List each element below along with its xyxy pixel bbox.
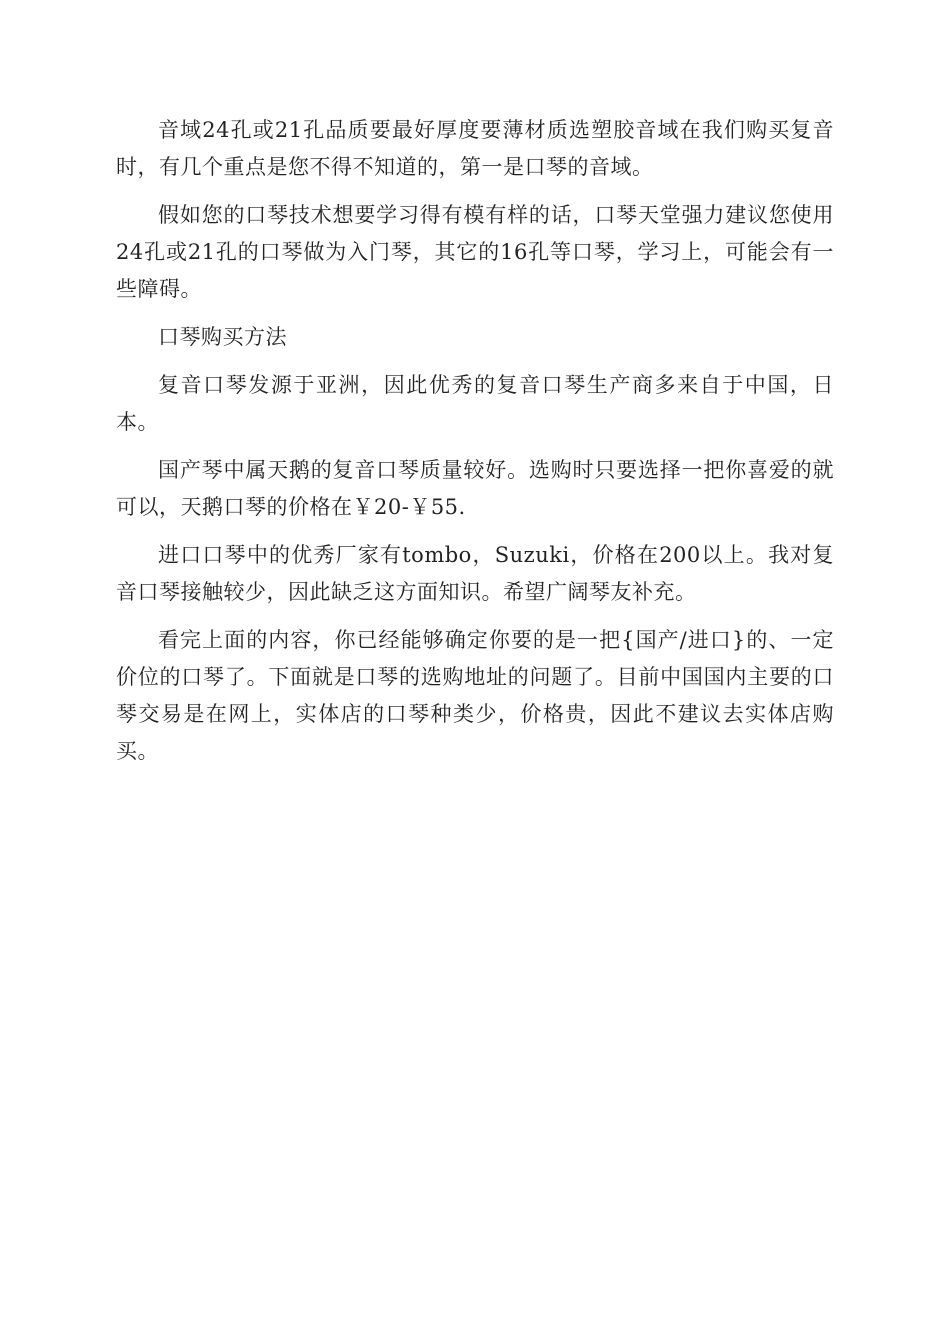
paragraph-beginner-advice: 假如您的口琴技术想要学习得有模有样的话，口琴天堂强力建议您使用24孔或21孔的口琴做为入门琴，其它的16孔等口琴，学习上，可能会有一些障碍。 (116, 203, 834, 301)
paragraph-origin: 复音口琴发源于亚洲，因此优秀的复音口琴生产商多来自于中国，日本。 (116, 373, 834, 434)
document-body (116, 112, 834, 781)
paragraph-range: 音域24孔或21孔品质要最好厚度要薄材质选塑胶音域在我们购买复音时，有几个重点是您不得不知道的，第一是口琴的音域。 (116, 118, 834, 179)
paragraph-imported-brands: 进口口琴中的优秀厂家有tombo，Suzuki，价格在200以上。我对复音口琴接触较少，因此缺乏这方面知识。希望广阔琴友补充。 (116, 543, 834, 604)
paragraph-where-to-buy: 看完上面的内容，你已经能够确定你要的是一把{国产/进口}的、一定价位的口琴了。下面就是口琴的选购地址的问题了。目前中国国内主要的口琴交易是在网上，实体店的口琴种类少，价格贵，因此不建议去实体店购买。 (116, 628, 834, 763)
section-heading-buying-method: 口琴购买方法 (158, 325, 287, 349)
paragraph-domestic-brands: 国产琴中属天鹅的复音口琴质量较好。选购时只要选择一把你喜爱的就可以，天鹅口琴的价格在￥20-￥55. (116, 458, 834, 519)
